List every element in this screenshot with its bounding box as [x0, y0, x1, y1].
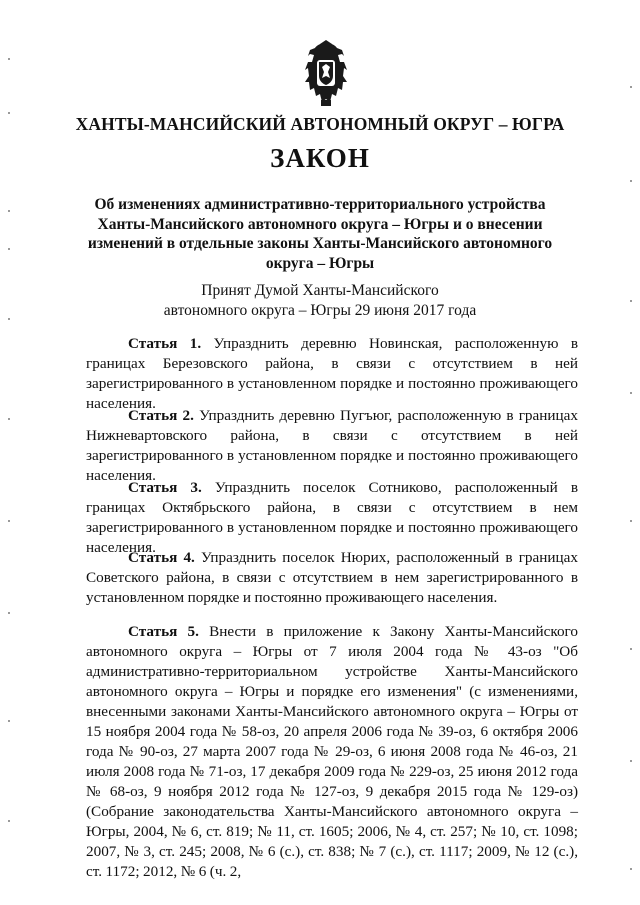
- adoption-info: [70, 281, 570, 320]
- law-subtitle: Об изменениях административно-территориального устройства Ханты-Мансийского автономного округа – Югры и о внесении изменений в отдельные законы Ханты-Мансийского автономного округа – Югры: [87, 196, 553, 272]
- scan-dot: [8, 612, 10, 614]
- scan-dot: [630, 868, 632, 870]
- article-4: [86, 548, 578, 608]
- scan-dot: [630, 648, 632, 650]
- article-5-text: Внести в приложение к Закону Ханты-Мансийского автономного округа – Югры от 7 июля 2004 года № 43-оз "Об административно-территориальном устройстве Ханты-Мансийского автономного округа – Югры и порядке его изменения" (с изменениями, внесенными законами Ханты-Мансийского автономного округа – Югры от 15 ноября 2004 года № 58-оз, 20 апреля 2006 года № 39-оз, 6 октября 2006 года № 90-оз, 27 марта 2007 года № 29-оз, 6 июня 2008 года № 46-оз, 21 июля 2008 года № 71-оз, 17 декабря 2009 года № 229-оз, 25 июня 2012 года № 68-оз, 9 ноября 2012 года № 127-оз, 9 декабря 2015 года № 129-оз) (Собрание законодательства Ханты-Мансийского автономного округа – Югры, 2004, № 6, ст. 819; № 11, ст. 1605; 2006, № 4, ст. 257; № 10, ст. 1098; 2007, № 3, ст. 245; 2008, № 6 (с.), ст. 838; № 7 (с.), ст. 1117; 2009, № 12 (с.), ст. 1172; 2012, № 6 (ч. 2,: [86, 623, 578, 880]
- scan-dot: [8, 318, 10, 320]
- article-4-label: Статья 4.: [128, 549, 195, 566]
- article-1-label: Статья 1.: [128, 335, 202, 352]
- scan-dot: [630, 392, 632, 394]
- scan-dot: [8, 720, 10, 722]
- article-2: [86, 406, 578, 486]
- scan-dot: [8, 820, 10, 822]
- article-3: [86, 478, 578, 558]
- article-5: [86, 622, 578, 882]
- article-4-text: Упразднить поселок Нюрих, расположенный в границах Советского района, в связи с отсутствием в нем зарегистрированного в установленном порядке и постоянно проживающего населения.: [86, 549, 578, 606]
- article-5-label: Статья 5.: [128, 623, 199, 640]
- scan-dot: [630, 86, 632, 88]
- scan-dot: [8, 520, 10, 522]
- scan-dot: [630, 760, 632, 762]
- article-1: [86, 334, 578, 414]
- scan-dot: [630, 520, 632, 522]
- scan-dot: [8, 248, 10, 250]
- article-2-text: Упразднить деревню Пугъюг, расположенную в границах Нижневартовского района, в связи с отсутствием в ней зарегистрированного в установленном порядке и постоянно проживающего населения.: [86, 407, 578, 484]
- scan-dot: [8, 418, 10, 420]
- article-2-label: Статья 2.: [128, 407, 194, 424]
- coat-of-arms-emblem: [300, 40, 352, 108]
- adoption-line-1: Принят Думой Ханты-Мансийского: [201, 282, 439, 299]
- article-1-text: Упразднить деревню Новинская, расположенную в границах Березовского района, в связи с отсутствием в ней зарегистрированного в установленном порядке и постоянно проживающего населения.: [86, 335, 578, 412]
- article-3-text: Упразднить поселок Сотниково, расположенный в границах Октябрьского района, в связи с отсутствием в нем зарегистрированного в установленном порядке и постоянно проживающего населения.: [86, 479, 578, 556]
- scan-dot: [8, 58, 10, 60]
- adoption-line-2: автономного округа – Югры 29 июня 2017 года: [163, 301, 477, 319]
- region-heading: ХАНТЫ-МАНСИЙСКИЙ АВТОНОМНЫЙ ОКРУГ – ЮГРА: [75, 114, 565, 134]
- scan-dot: [630, 300, 632, 302]
- scan-dot: [8, 210, 10, 212]
- scan-dot: [8, 112, 10, 114]
- document-type-title: ЗАКОН: [270, 143, 370, 173]
- article-3-label: Статья 3.: [128, 479, 202, 496]
- scan-dot: [630, 180, 632, 182]
